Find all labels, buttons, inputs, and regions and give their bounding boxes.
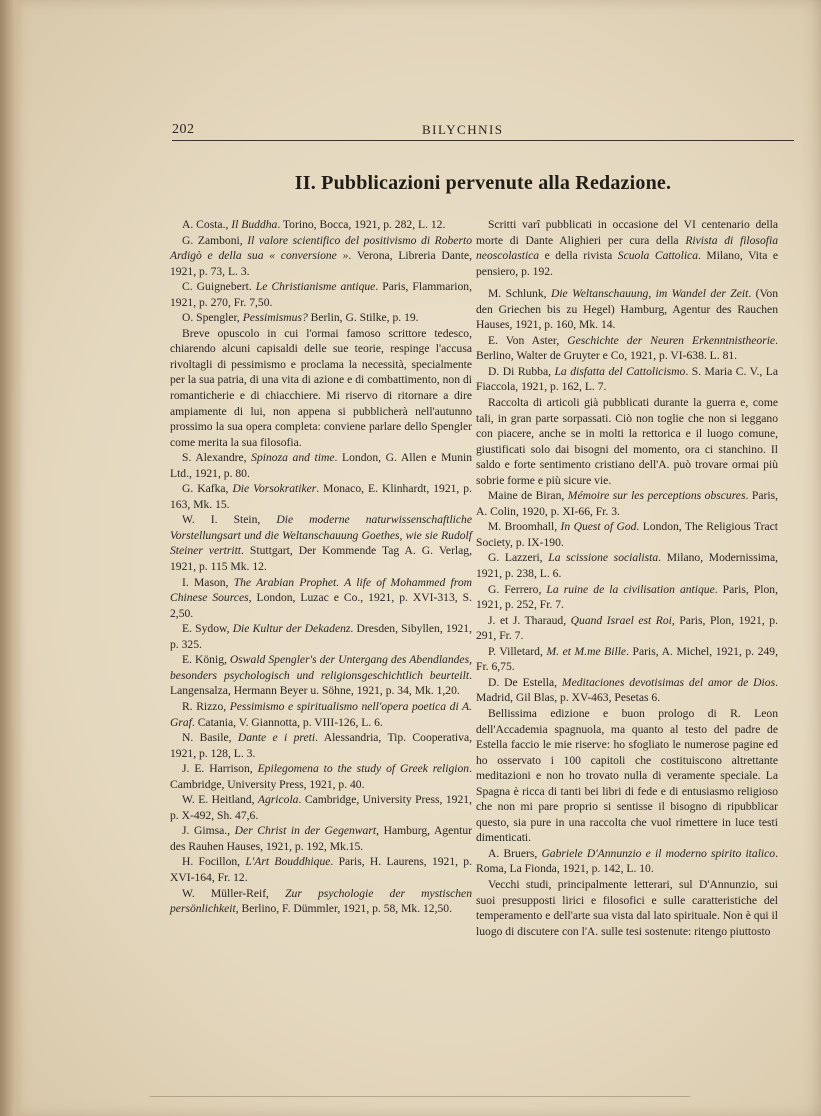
entry-text: . Catania, V. Giannotta, p. VIII-126, L. 6. <box>191 715 383 729</box>
entry-text: Raccolta di articoli già pubblicati durante la guerra e, come tali, in gran parte sorpassati. Ciò non toglie che non si leggano con piacere, anche se in molti la rettorica e il luogo comune, giustificati solo dai bisogni del momento, ora ci stanchino. Il saldo e forte sentimento cristiano dell'A. può trovare ormai più sobrie forme e più sicure vie. <box>476 396 778 487</box>
section-title: II. Pubblicazioni pervenute alla Redazione. <box>294 172 672 194</box>
entry-title: Die Kultur der Dekadenz <box>232 622 351 636</box>
right-column <box>476 217 778 939</box>
entry-text: Bellissima edizione e buon prologo di R. Leon dell'Accademia spagnuola, ma quanto al testo del padre de Estella faccio le mie riserve: ho sfogliato le numerose pagine ed ho osservato i 100 capitoli che costituiscono altrettante meditazioni e non ho trovato nulla di veramente speciale. La Spagna è ricca di tanti bei libri di fede e di entusiasmo religioso che non mi pare proprio si sentisse il bisogno di ripubblicar questo, sia pure in una raccolta che vuol rimettere in luce testi dimenticati. <box>476 706 778 845</box>
entry-text: E. Von Aster, <box>488 333 568 347</box>
entry-title: Agricola <box>257 793 299 807</box>
entry-title: Epilegomena to the study of Greek religion <box>257 762 470 776</box>
entry-text: . London, The Religious Tract Society, p. IX-190. <box>476 520 778 549</box>
entry-paragraph <box>170 652 472 699</box>
entry-text: . Monaco, E. Klinhardt, 1921, p. 163, Mk. 15. <box>170 482 472 511</box>
entry-paragraph <box>476 675 778 706</box>
entry-text: D. De Estella, <box>488 675 562 689</box>
entry-paragraph <box>170 326 472 450</box>
entry-text: A. Costa., <box>182 218 232 231</box>
entry-title: Rivista di filosofia neoscolastica <box>476 233 778 263</box>
entry-paragraph <box>170 699 472 730</box>
entry-text: D. Di Rubba, <box>488 364 555 378</box>
entry-title: La disfatta del Cattolicismo <box>554 364 686 378</box>
entry-title: La scissione socialista <box>548 551 659 565</box>
entry-title: Zur psychologie der mystischen persönlichkeit <box>170 886 472 916</box>
entry-text: R. Rizzo, <box>182 699 230 713</box>
entry-text: . Langensalza, Hermann Beyer u. Söhne, 1921, p. 34, Mk. 1,20. <box>170 668 472 698</box>
entry-text: W. I. Stein, <box>182 513 277 527</box>
entry-text: . Paris, A. Colin, 1920, p. XI-66, Fr. 3. <box>476 489 778 518</box>
entry-title: Die Weltanschauung, im Wandel der Zeit <box>550 287 749 301</box>
entry-paragraph <box>476 846 778 877</box>
book-gutter <box>0 0 24 1116</box>
entry-paragraph <box>476 613 778 644</box>
entry-title: Die moderne naturwissenschaftliche Vorstellungsart und die Weltanschauung Goethes, wie sie Rudolf Steiner vertritt <box>170 513 472 558</box>
entry-text: G. Kafka, <box>182 482 233 496</box>
left-column <box>170 217 472 917</box>
entry-paragraph <box>476 217 778 279</box>
entry-text: M. Schlunk, <box>488 287 551 301</box>
entry-text: E. König, <box>182 653 230 667</box>
entry-paragraph <box>170 310 472 326</box>
entry-text: . Madrid, Gil Blas, p. XV-463, Pesetas 6. <box>476 675 778 705</box>
entry-text: J. et J. Tharaud, <box>488 613 571 627</box>
entry-paragraph <box>170 233 472 280</box>
entry-text: . Dresden, Sibyllen, 1921, p. 325. <box>170 622 472 651</box>
entry-text: . Torino, Bocca, 1921, p. 282, L. 12. <box>277 218 446 231</box>
entry-title: Spinoza and time <box>251 451 335 465</box>
entry-text: . London, G. Allen e Munin Ltd., 1921, p. 80. <box>170 451 473 480</box>
entry-title: Quand Israel est Roi <box>570 613 672 627</box>
entry-paragraph <box>170 792 472 823</box>
entry-title: Meditaciones devotisimas del amor de Dios <box>561 675 776 689</box>
entry-text: J. Gimsa., <box>182 824 235 838</box>
entry-title: Pessimismus? <box>242 311 308 325</box>
header-rule <box>172 140 794 141</box>
entry-title: Il Buddha <box>231 218 278 231</box>
entry-text: O. Spengler, <box>182 311 243 325</box>
entry-paragraph <box>476 877 778 939</box>
entry-text: , London, Luzac e Co., 1921, p. XVI-313, S. 2,50. <box>170 591 472 620</box>
entry-paragraph <box>170 761 472 792</box>
entry-text: , Paris, Plon, 1921, p. 291, Fr. 7. <box>476 613 778 643</box>
entry-text: W. Müller-Reif, <box>182 886 286 900</box>
entry-text: . Paris, H. Laurens, 1921, p. XVI-164, Fr. 12. <box>170 855 472 884</box>
entry-title: The Arabian Prophet. A life of Mohammed from Chinese Sources <box>170 575 472 605</box>
entry-text: . Stuttgart, Der Kommende Tag A. G. Verlag, 1921, p. 115 Mk. 12. <box>170 544 472 574</box>
entry-text: Scritti varî pubblicati in occasione del VI centenario della morte di Dante Alighieri per cura della <box>476 218 778 247</box>
entry-title: In Quest of God <box>560 520 637 534</box>
page-header <box>172 118 794 142</box>
entry-text: H. Focillon, <box>182 855 246 869</box>
entry-paragraph <box>476 706 778 846</box>
entry-text: M. Broomhall, <box>488 520 561 534</box>
entry-text: C. Guignebert. <box>182 280 256 294</box>
entry-paragraph <box>476 519 778 550</box>
entry-text: W. E. Heitland, <box>182 793 258 807</box>
entry-text: Maine de Biran, <box>488 489 568 503</box>
entry-text: N. Basile, <box>182 731 238 745</box>
entry-paragraph <box>170 450 472 481</box>
entry-paragraph <box>170 823 472 854</box>
entry-text: Berlin, G. Stilke, p. 19. <box>307 311 419 325</box>
entry-text: . (Von den Griechen bis zu Hegel) Hamburg, Agentur des Rauchen Hauses, 1921, p. 160, Mk. 14. <box>476 287 778 332</box>
entry-text: G. Zamboni, <box>182 233 248 247</box>
entry-title: M. et M.me Bille <box>546 644 627 658</box>
entry-paragraph <box>476 364 778 395</box>
entry-paragraph <box>170 279 472 310</box>
entry-title: Gabriele D'Annunzio e il moderno spirito italico <box>541 846 776 860</box>
entry-text: S. Alexandre, <box>182 451 252 465</box>
entry-title: Il valore scientifico del positivismo di Roberto Ardigò e della sua « conversione » <box>170 233 472 263</box>
entry-text: G. Lazzeri, <box>488 551 549 565</box>
entry-title: L'Art Bouddhique <box>245 855 331 869</box>
entry-paragraph <box>476 286 778 333</box>
entry-text: . Alessandria, Tip. Cooperativa, 1921, p. 128, L. 3. <box>170 731 472 760</box>
entry-text: . Milano, Modernissima, 1921, p. 238, L. 6. <box>476 551 778 581</box>
entry-title: Geschichte der Neuren Erkenntnistheorie <box>567 333 776 347</box>
entry-paragraph <box>476 488 778 519</box>
entry-text: . Roma, La Fionda, 1921, p. 142, L. 10. <box>476 846 778 876</box>
page-edge-mark <box>150 1096 690 1097</box>
entry-text: . Berlino, Walter de Gruyter e Co, 1921, p. VI-638. L. 81. <box>476 333 778 363</box>
entry-text: I. Mason, <box>182 575 234 589</box>
entry-text: E. Sydow, <box>182 622 233 636</box>
entry-text: , Berlino, F. Dümmler, 1921, p. 58, Mk. 12,50. <box>235 902 452 916</box>
entry-title: La ruine de la civilisation antique <box>546 582 715 596</box>
entry-title: Pessimismo e spiritualismo nell'opera poetica di A. Graf <box>170 699 472 729</box>
entry-paragraph <box>170 854 472 885</box>
entry-title: Scuola Cattolica <box>617 249 698 263</box>
entry-title: Der Christ in der Gegenwart <box>234 824 377 838</box>
entry-title: Mémoire sur les perceptions obscures <box>567 489 746 503</box>
entry-paragraph <box>170 217 472 233</box>
page-number: 202 <box>172 122 195 137</box>
entry-text: e della rivista <box>539 249 618 263</box>
entry-paragraph <box>476 644 778 675</box>
entry-paragraph <box>170 512 472 574</box>
entry-text: . Cambridge, University Press, 1921, p. X-492, Sh. 47,6. <box>170 793 472 822</box>
entry-text: . Paris, Flammarion, 1921, p. 270, Fr. 7,50. <box>170 280 473 309</box>
entry-text: A. Bruers, <box>488 846 542 860</box>
entry-text: . Cambridge, University Press, 1921, p. 40. <box>170 762 472 791</box>
running-title: BILYCHNIS <box>422 122 504 137</box>
entry-text: Vecchi studi, principalmente letterari, sul D'Annunzio, sui suoi presupposti lirici e filosofici e sulle caratteristiche del temperamento e dell'arte sua vista dal lato spirituale. Non è qui il luogo di discutere con l'A. sulle tesi sostenute: ritengo piuttosto <box>476 877 778 938</box>
entry-text: . Paris, A. Michel, 1921, p. 249, Fr. 6,75. <box>476 644 778 674</box>
entry-text: . Verona, Libreria Dante, 1921, p. 73, L. 3. <box>170 249 472 278</box>
entry-paragraph <box>170 730 472 761</box>
entry-text: , Hamburg, Agentur des Rauhen Hauses, 1921, p. 192, Mk.15. <box>170 824 472 853</box>
entry-paragraph <box>170 481 472 512</box>
entry-paragraph <box>170 621 472 652</box>
entry-text: . Paris, Plon, 1921, p. 252, Fr. 7. <box>476 582 778 612</box>
entry-title: Le Christianisme antique <box>255 280 376 294</box>
entry-paragraph <box>170 575 472 622</box>
entry-text: G. Ferrero, <box>488 582 547 596</box>
entry-title: Oswald Spengler's der Untergang des Abendlandes, besonders psychologisch und religionsgeschichtlich beurteilt <box>170 653 472 682</box>
entry-title: Dante e i preti <box>237 731 316 745</box>
entry-paragraph <box>170 886 472 917</box>
entry-text: P. Villetard, <box>488 644 547 658</box>
entry-title: Die Vorsokratiker <box>232 482 317 496</box>
entry-paragraph <box>476 550 778 581</box>
entry-text: Breve opuscolo in cui l'ormai famoso scrittore tedesco, chiarendo alcuni capisaldi delle sue teorie, respinge l'accusa rivoltagli di pessimismo e proclama la necessità, specialmente per la sua patria, di una vita di azione e di combattimento, non di romanticherie e di chiacchiere. Mi riservo di ritornare a dire ampiamente di lui, non appena si pubblicherà nell'autunno prossimo la sua opera completa: conviene parlare dello Spengler come merita la sua filosofia. <box>170 326 472 449</box>
entry-paragraph <box>476 333 778 364</box>
entry-text: . S. Maria C. V., La Fiaccola, 1921, p. 162, L. 7. <box>476 364 778 394</box>
entry-paragraph <box>476 582 778 613</box>
entry-text: . Milano, Vita e pensiero, p. 192. <box>476 249 778 278</box>
entry-paragraph <box>476 395 778 488</box>
entry-text: J. E. Harrison, <box>182 762 258 776</box>
